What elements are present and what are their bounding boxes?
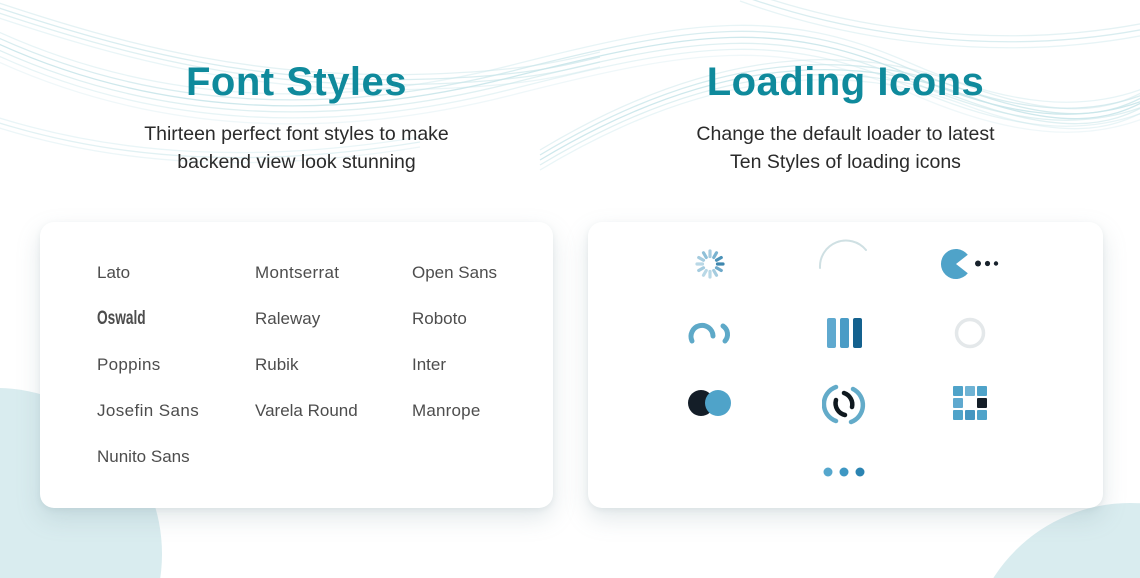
- font-item: Raleway: [255, 309, 321, 328]
- font-item: Poppins: [97, 355, 161, 374]
- dual-crescent-spinner-icon: [687, 317, 733, 349]
- font-item: Open Sans: [412, 263, 498, 282]
- font-column-3: [412, 250, 497, 434]
- font-item: Inter: [412, 355, 447, 374]
- font-styles-subtitle-line2: backend view look stunning: [177, 151, 416, 173]
- loading-icons-subtitle-line2: Ten Styles of loading icons: [730, 151, 961, 173]
- loading-icons-subtitle-line1: Change the default loader to latest: [696, 123, 995, 145]
- arc-spinner-icon: [816, 234, 872, 290]
- three-dots-loader-icon: [822, 466, 866, 478]
- grid-square-loader-icon: [952, 385, 988, 421]
- font-item: Montserrat: [255, 263, 340, 282]
- font-item: Josefin Sans: [97, 401, 200, 420]
- font-styles-card: [40, 222, 553, 508]
- spinner-rays-icon: [692, 246, 728, 282]
- font-item: Manrope: [412, 401, 481, 420]
- font-styles-subtitle: [40, 120, 553, 176]
- ring-loader-icon: [953, 316, 987, 350]
- font-item: Rubik: [255, 355, 299, 374]
- orbit-arcs-loader-icon: [822, 381, 866, 427]
- font-item: Oswald: [97, 308, 146, 329]
- font-styles-title: Font Styles: [185, 60, 408, 104]
- loading-icons-card: [588, 222, 1103, 508]
- bars-loader-icon: [825, 316, 863, 350]
- pacman-loader-icon: [939, 247, 1001, 281]
- loading-icons-subtitle: [588, 120, 1103, 176]
- font-styles-header: [40, 58, 553, 176]
- bottom-right-blob-decoration: [968, 503, 1140, 578]
- font-styles-subtitle-line1: Thirteen perfect font styles to make: [144, 123, 449, 145]
- font-item: Nunito Sans: [97, 447, 190, 466]
- dual-ball-loader-icon: [687, 388, 733, 418]
- font-column-2: [255, 250, 358, 434]
- font-item: Varela Round: [255, 401, 358, 420]
- loading-icons-title: Loading Icons: [706, 60, 985, 104]
- font-item: Lato: [97, 263, 131, 282]
- font-column-1: [97, 250, 199, 480]
- font-item: Roboto: [412, 309, 467, 328]
- loading-icons-header: [588, 58, 1103, 176]
